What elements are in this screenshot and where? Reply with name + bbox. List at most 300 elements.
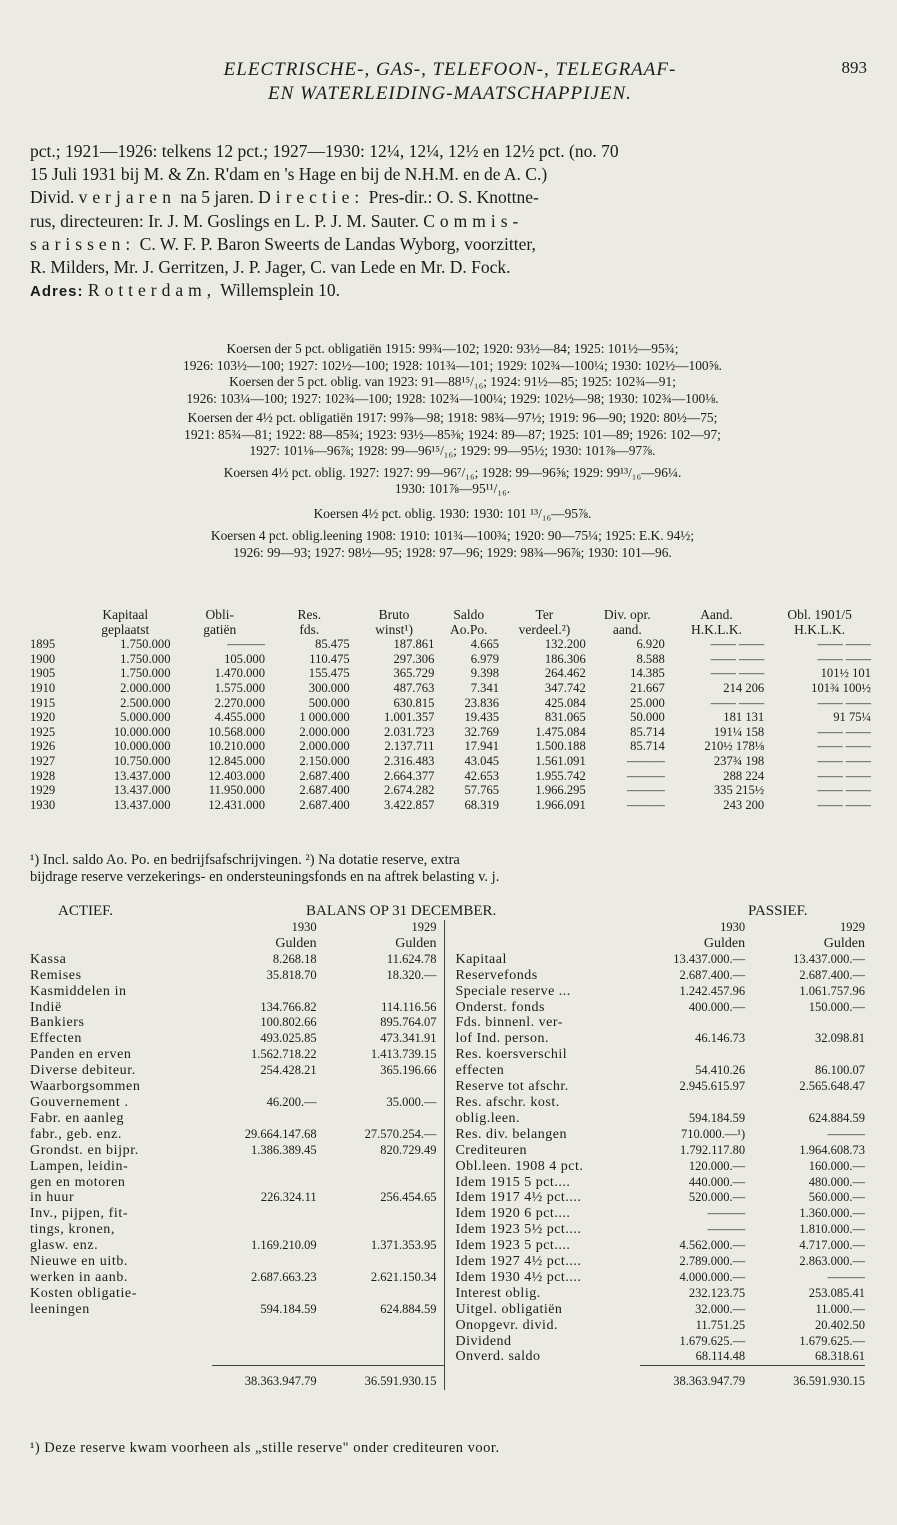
passief-item: Idem 1923 5 pct....: [455, 1238, 571, 1254]
footnote-line: ¹) Incl. saldo Ao. Po. en bedrijfsafschrijvingen. ²) Na dotatie reserve, extra: [30, 852, 460, 868]
history-cell: ———: [627, 753, 665, 768]
history-row: [28, 783, 873, 798]
info-line: [30, 233, 870, 256]
history-cell: 21.667: [630, 680, 665, 695]
history-footnote: [30, 852, 870, 886]
passief-item: Idem 1927 4½ pct....: [455, 1254, 582, 1270]
actief-item: Lampen, leidin-: [30, 1158, 129, 1174]
history-cell: 1.750.000: [120, 637, 171, 652]
passief-1929: 1.061.757.96: [799, 983, 865, 998]
history-body: [28, 637, 873, 812]
passief-1929: 13.437.000.—: [793, 951, 865, 966]
actief-1930: [212, 984, 317, 1000]
info-line: R. Milders, Mr. J. Gerritzen, J. P. Jager, C. van Lede en Mr. D. Fock.: [30, 257, 511, 278]
history-cell: 214 206: [723, 680, 765, 695]
history-cell: ———: [627, 797, 665, 812]
history-cell: 186.306: [544, 651, 586, 666]
history-cell: 1.500.188: [535, 739, 586, 754]
history-header: fds.: [299, 621, 320, 637]
address-label: Adres:: [30, 283, 84, 301]
passief-1930: ———: [707, 1206, 746, 1221]
history-cell: —— ——: [817, 724, 871, 739]
actief-1929: 624.884.59: [317, 1302, 445, 1318]
history-cell: —— ——: [817, 753, 871, 768]
passief-1929: ———: [827, 1126, 865, 1141]
text: C. W. F. P. Baron Sweerts de Landas Wyborg, voorzitter,: [139, 233, 536, 254]
actief-item: Kosten obligatie-: [30, 1285, 138, 1301]
address-street: Willemsplein 10.: [220, 280, 341, 301]
history-row: [28, 754, 873, 769]
actief-1930: [212, 1334, 317, 1350]
rate-line: 1926: 99—93; 1927: 98½—95; 1928: 97—96; 1929: 98¾—96⅞; 1930: 101—96.: [233, 544, 672, 560]
actief-1930: [212, 1254, 317, 1270]
total-passief-1930: 38.363.947.79: [640, 1366, 745, 1390]
history-cell: 10.000.000: [113, 739, 171, 754]
history-header: Ao.Po.: [449, 621, 488, 637]
actief-1930: 100.802.66: [260, 1015, 317, 1030]
actief-item: gen en motoren: [30, 1174, 126, 1190]
history-cell: 10.568.000: [208, 724, 265, 739]
history-cell: 10.750.000: [113, 753, 171, 768]
actief-1930: [212, 1318, 317, 1334]
balance-row: [30, 1063, 865, 1079]
header-line-1: ELECTRISCHE-, GAS-, TELEFOON-, TELEGRAAF-: [223, 59, 677, 80]
history-cell: 1925: [30, 724, 56, 739]
balance-row: [30, 1270, 865, 1286]
balance-row: [30, 952, 865, 968]
history-cell: 85.475: [315, 637, 350, 652]
passief-1929: 1.679.625.—: [799, 1333, 865, 1348]
actief-item: [30, 1334, 212, 1350]
rate-line: 1926: 103¼—100; 1927: 102¾—100; 1928: 102¾—100¼; 1929: 102½—98; 1930: 102¾—100⅛.: [186, 390, 719, 406]
actief-1929: 365.196.66: [317, 1063, 445, 1079]
actief-item: tings, kronen,: [30, 1222, 116, 1238]
rate-line: Koersen 4½ pct. oblig. 1930: 1930: 101 ¹³/₁₆—95⅞.: [313, 505, 592, 521]
history-cell: 25.000: [630, 695, 665, 710]
actief-1930: 35.818.70: [266, 967, 317, 982]
actief-item: fabr., geb. enz.: [30, 1126, 123, 1142]
total-passief-1929: 36.591.930.15: [745, 1366, 865, 1390]
passief-item: Crediteuren: [455, 1142, 528, 1158]
balance-row: [30, 1349, 865, 1365]
history-cell: 2.664.377: [384, 768, 435, 783]
passief-item: Onopgevr. divid.: [455, 1317, 558, 1333]
history-cell: 210½ 178⅛: [704, 739, 765, 754]
passief-1929: 2.863.000.—: [799, 1254, 865, 1269]
unit-label: Gulden: [275, 935, 317, 951]
actief-item: Remises: [30, 967, 82, 983]
address-line: [30, 279, 870, 303]
history-cell: 9.398: [470, 666, 500, 681]
passief-1929: 2.565.648.47: [799, 1079, 865, 1094]
passief-1929: 480.000.—: [808, 1174, 865, 1189]
balance-title: BALANS OP 31 DECEMBER.: [306, 903, 497, 919]
history-cell: 1.955.742: [535, 768, 586, 783]
history-cell: 2.500.000: [120, 695, 171, 710]
history-cell: 425.084: [544, 695, 586, 710]
actief-1930: 1.386.389.45: [251, 1142, 317, 1157]
history-cell: 68.319: [464, 797, 500, 812]
passief-item: oblig.leen.: [455, 1110, 521, 1126]
history-cell: 19.435: [464, 710, 500, 725]
rate-line: Koersen der 5 pct. oblig. van 1923: 91—88¹⁵/₁₆; 1924: 91½—85; 1925: 102¾—91;: [229, 374, 676, 389]
balance-year-row: [30, 920, 865, 936]
passief-1929: 2.687.400.—: [799, 967, 865, 982]
total-actief-1930: 38.363.947.79: [212, 1366, 317, 1390]
history-cell: 2.000.000: [120, 680, 171, 695]
history-cell: —— ——: [710, 666, 765, 681]
actief-item: [30, 1318, 212, 1334]
history-cell: 1.470.000: [214, 666, 265, 681]
history-cell: 10.000.000: [113, 724, 171, 739]
actief-1929: [317, 1318, 445, 1334]
history-cell: —— ——: [817, 768, 871, 783]
history-cell: 110.475: [309, 651, 350, 666]
actief-1929: [317, 1254, 445, 1270]
actief-1929: 473.341.91: [317, 1031, 445, 1047]
history-cell: 1927: [30, 753, 56, 768]
passief-item: Idem 1917 4½ pct....: [455, 1190, 582, 1206]
history-cell: 2.687.400: [299, 768, 350, 783]
actief-1930: [212, 1159, 317, 1175]
balance-row: [30, 1095, 865, 1111]
actief-1929: [317, 1349, 445, 1365]
passief-item: Obl.leen. 1908 4 pct.: [455, 1158, 584, 1174]
balance-row: [30, 1159, 865, 1175]
history-cell: 42.653: [464, 768, 500, 783]
history-cell: 6.920: [636, 637, 665, 652]
passief-item: Res. koersverschil: [455, 1047, 568, 1063]
actief-1929: 1.413.739.15: [317, 1047, 445, 1063]
actief-1929: [317, 1206, 445, 1222]
actief-1929: 1.371.353.95: [317, 1238, 445, 1254]
passief-1930: 1.242.457.96: [679, 983, 746, 998]
actief-item: Grondst. en bijpr.: [30, 1142, 139, 1158]
info-line: [30, 186, 870, 209]
actief-item: glasw. enz.: [30, 1238, 99, 1254]
history-cell: 288 224: [723, 768, 765, 783]
balance-row: [30, 1111, 865, 1127]
passief-item: Idem 1915 5 pct....: [455, 1174, 571, 1190]
spaced-term: verjaren: [78, 187, 176, 208]
history-cell: 1.966.091: [535, 797, 586, 812]
actief-1929: 35.000.—: [317, 1095, 445, 1111]
history-cell: 1.575.000: [214, 680, 265, 695]
actief-item: [30, 1349, 212, 1365]
balance-row: [30, 1000, 865, 1016]
history-cell: 13.437.000: [113, 797, 171, 812]
balance-row: [30, 1015, 865, 1031]
history-cell: 2.137.711: [384, 739, 435, 754]
history-cell: 187.861: [393, 637, 435, 652]
history-header: gatiën: [203, 621, 237, 637]
total-actief-1929: 36.591.930.15: [317, 1366, 445, 1390]
actief-item: in huur: [30, 1190, 75, 1206]
history-cell: 50.000: [630, 710, 665, 725]
history-header: [28, 608, 78, 623]
running-header: [60, 58, 840, 106]
history-cell: 8.588: [636, 651, 665, 666]
passief-1929: 253.085.41: [808, 1285, 865, 1300]
history-header: Bruto: [378, 607, 410, 622]
passief-1929: 1.810.000.—: [799, 1222, 865, 1237]
balance-row: [30, 1127, 865, 1143]
balance-row: [30, 1047, 865, 1063]
history-header: Obli-: [205, 607, 234, 622]
year-1929: 1929: [317, 920, 445, 936]
actief-1930: 594.184.59: [260, 1301, 317, 1316]
text: rus, directeuren: Ir. J. M. Goslings en L. P. J. M. Sauter.: [30, 210, 419, 231]
passief-1930: 54.410.26: [695, 1063, 746, 1078]
history-cell: 237¾ 198: [713, 753, 765, 768]
history-cell: 1.561.091: [535, 753, 586, 768]
passief-item: Kapitaal: [455, 951, 507, 967]
history-row: [28, 652, 873, 667]
price-quotations: [30, 341, 875, 561]
actief-1929: 895.764.07: [317, 1015, 445, 1031]
balance-footnote: ¹) Deze reserve kwam voorheen als „stille reserve" onder crediteuren voor.: [30, 1440, 500, 1456]
history-cell: 23.836: [464, 695, 500, 710]
passief-1930: 13.437.000.—: [673, 951, 746, 966]
history-cell: 13.437.000: [113, 783, 171, 798]
history-cell: 4.665: [470, 637, 500, 652]
passief-item: effecten: [455, 1063, 505, 1079]
history-cell: —— ——: [710, 695, 765, 710]
balance-row: [30, 1190, 865, 1206]
history-cell: —— ——: [817, 739, 871, 754]
actief-1930: 8.268.18: [272, 951, 317, 966]
passief-1930: 46.146.73: [695, 1031, 746, 1046]
passief-1930: ———: [707, 1222, 746, 1237]
actief-item: Diverse debiteur.: [30, 1063, 136, 1079]
history-cell: 297.306: [393, 651, 435, 666]
history-cell: —— ——: [710, 651, 765, 666]
history-cell: 1920: [30, 710, 56, 725]
passief-1930: 710.000.—¹): [680, 1126, 746, 1141]
history-header: Div. opr.: [603, 607, 651, 622]
balance-row: [30, 1238, 865, 1254]
text: Divid.: [30, 187, 75, 208]
history-row: [28, 681, 873, 696]
history-cell: 10.210.000: [208, 739, 265, 754]
actief-1930: 29.664.147.68: [244, 1126, 317, 1141]
history-cell: 5.000.000: [120, 710, 171, 725]
history-cell: 487.763: [393, 680, 435, 695]
history-cell: 13.437.000: [113, 768, 171, 783]
balance-row: [30, 1334, 865, 1350]
rate-line: Koersen 4½ pct. oblig. 1927: 1927: 99—96⁷/₁₆; 1928: 99—96⅝; 1929: 99¹³/₁₆—96¼.: [223, 464, 682, 480]
history-cell: 43.045: [464, 753, 500, 768]
passief-1930: 32.000.—: [695, 1301, 746, 1316]
unit-label: Gulden: [317, 936, 445, 952]
actief-item: Kasmiddelen in: [30, 983, 127, 999]
history-cell: 12.403.000: [208, 768, 265, 783]
balance-row: [30, 1286, 865, 1302]
info-line: pct.; 1921—1926: telkens 12 pct.; 1927—1930: 12¼, 12¼, 12½ en 12½ pct. (no. 70: [30, 141, 619, 161]
actief-1930: 1.562.718.22: [251, 1047, 317, 1062]
text: Pres-dir.: O. S. Knottne-: [368, 187, 539, 208]
history-cell: ———: [227, 637, 265, 652]
unit-label: Gulden: [703, 935, 746, 951]
passief-item: Reserve tot afschr.: [455, 1079, 569, 1095]
passief-1930: 440.000.—: [688, 1174, 746, 1189]
history-cell: 2.150.000: [299, 753, 350, 768]
history-cell: 1.475.084: [535, 724, 586, 739]
actief-1930: 134.766.82: [260, 999, 317, 1014]
rate-line: Koersen 4 pct. oblig.leening 1908: 1910: 101¾—100¾; 1920: 90—75¼; 1925: E.K. 94½;: [210, 528, 695, 543]
balance-unit-row: [30, 936, 865, 952]
history-header: Kapitaal: [102, 607, 149, 622]
company-info: [30, 140, 870, 303]
rate-line: 1921: 85¾—81; 1922: 88—85¾; 1923: 93½—85⅜; 1924: 89—87; 1925: 101—89; 1926: 102—97;: [184, 426, 721, 442]
history-row: [28, 798, 873, 813]
actief-1930: 226.324.11: [260, 1190, 317, 1205]
history-cell: 243 200: [723, 797, 765, 812]
actief-1929: [317, 1286, 445, 1302]
actief-1929: [317, 1222, 445, 1238]
history-cell: ———: [627, 768, 665, 783]
passief-item: Onderst. fonds: [455, 999, 545, 1015]
history-cell: 1.966.295: [535, 783, 586, 798]
passief-1929: 624.884.59: [808, 1110, 865, 1125]
address-city: Rotterdam,: [87, 280, 217, 301]
passief-1929: 86.100.07: [815, 1063, 865, 1078]
header-line-2: EN WATERLEIDING-MAATSCHAPPIJEN.: [268, 83, 632, 104]
actief-1930: 1.169.210.09: [251, 1238, 317, 1253]
spaced-term: Commis-: [423, 210, 524, 231]
passief-1929: 160.000.—: [808, 1158, 865, 1173]
actief-1930: 2.687.663.23: [251, 1269, 317, 1284]
passief-1930: 232.123.75: [688, 1285, 746, 1300]
passief-1929: [745, 1095, 865, 1111]
actief-1930: [212, 1349, 317, 1365]
history-header: Aand.: [700, 607, 733, 622]
passief-1929: 4.717.000.—: [799, 1238, 865, 1253]
footnote-line: bijdrage reserve verzekerings- en ondersteuningsfonds en na aftrek belasting v. j.: [30, 869, 500, 885]
passief-1930: 11.751.25: [695, 1317, 746, 1332]
passief-1929: [745, 1047, 865, 1063]
history-cell: 2.000.000: [299, 739, 350, 754]
actief-1929: 256.454.65: [317, 1190, 445, 1206]
year-1930: 1930: [720, 920, 746, 934]
history-cell: 181 131: [723, 710, 765, 725]
history-header: Saldo: [453, 607, 485, 622]
actief-item: Kassa: [30, 951, 67, 967]
passief-1929: [745, 1015, 865, 1031]
history-cell: 57.765: [464, 783, 500, 798]
balance-sheet: [30, 920, 865, 1390]
history-cell: 264.462: [544, 666, 586, 681]
history-row: [28, 710, 873, 725]
history-cell: 1928: [30, 768, 56, 783]
history-row: [28, 739, 873, 754]
history-cell: ———: [627, 783, 665, 798]
passief-1930: 520.000.—: [688, 1190, 746, 1205]
passief-item: Speciale reserve ...: [455, 983, 571, 999]
history-cell: 347.742: [544, 680, 586, 695]
history-cell: 6.979: [470, 651, 500, 666]
history-cell: 4.455.000: [214, 710, 265, 725]
passief-1930: 400.000.—: [688, 999, 746, 1014]
actief-1929: 27.570.254.—: [317, 1127, 445, 1143]
actief-1930: 46.200.—: [266, 1094, 317, 1109]
unit-label: Gulden: [823, 935, 865, 951]
passief-1930: [640, 1047, 745, 1063]
passief-1930: 594.184.59: [688, 1110, 746, 1125]
history-cell: 1.750.000: [120, 666, 171, 681]
passief-1930: 1.792.117.80: [679, 1142, 746, 1157]
history-cell: 2.674.282: [384, 783, 435, 798]
passief-item: lof Ind. person.: [455, 1031, 549, 1047]
history-cell: 2.270.000: [214, 695, 265, 710]
history-header: geplaatst: [101, 621, 150, 637]
history-cell: 101¾ 100½: [811, 680, 871, 695]
passief-item: Fds. binnenl. ver-: [455, 1015, 563, 1031]
balance-row: [30, 1254, 865, 1270]
history-row: [28, 769, 873, 784]
history-cell: 630.815: [393, 695, 435, 710]
actief-1929: [317, 1334, 445, 1350]
history-row: [28, 725, 873, 740]
history-row: [28, 666, 873, 681]
passief-item: Idem 1923 5½ pct....: [455, 1222, 582, 1238]
history-cell: 365.729: [393, 666, 435, 681]
history-cell: 500.000: [308, 695, 350, 710]
balance-totals: [30, 1366, 865, 1390]
actief-1929: 820.729.49: [317, 1143, 445, 1159]
passief-1929: 560.000.—: [808, 1190, 865, 1205]
history-cell: 2.687.400: [299, 783, 350, 798]
history-cell: —— ——: [817, 637, 871, 652]
history-cell: 191¼ 158: [713, 724, 765, 739]
actief-item: Panden en erven: [30, 1047, 132, 1063]
actief-1930: [212, 1206, 317, 1222]
history-cell: 1 000.000: [299, 710, 350, 725]
history-cell: 85.714: [630, 724, 665, 739]
passief-item: Res. afschr. kost.: [455, 1094, 560, 1110]
history-cell: 155.475: [308, 666, 350, 681]
balance-row: [30, 968, 865, 984]
passief-1930: 4.000.000.—: [679, 1269, 746, 1284]
actief-1930: [212, 1175, 317, 1191]
history-cell: 85.714: [630, 739, 665, 754]
history-cell: 300.000: [308, 680, 350, 695]
actief-1930: [212, 1222, 317, 1238]
actief-item: Inv., pijpen, fit-: [30, 1206, 129, 1222]
passief-1929: 20.402.50: [815, 1317, 865, 1332]
history-cell: 17.941: [464, 739, 500, 754]
history-cell: 105.000: [224, 651, 265, 666]
actief-item: Gouvernement .: [30, 1094, 129, 1110]
actief-1929: 11.624.78: [317, 952, 445, 968]
history-cell: 1910: [30, 680, 56, 695]
actief-1930: 493.025.85: [260, 1031, 317, 1046]
history-header: aand.: [612, 621, 642, 637]
passief-1929: 150.000.—: [808, 999, 865, 1014]
balance-row: [30, 1318, 865, 1334]
actief-item: Bankiers: [30, 1015, 85, 1031]
passief-1929: 68.318.61: [815, 1349, 865, 1364]
passief-1930: 1.679.625.—: [679, 1333, 746, 1348]
passief-1930: 120.000.—: [688, 1158, 746, 1173]
history-cell: —— ——: [817, 651, 871, 666]
passief-1930: 2.687.400.—: [679, 967, 746, 982]
history-cell: 2.316.483: [384, 753, 435, 768]
balance-row: [30, 1175, 865, 1191]
rate-line: Koersen der 5 pct. obligatiën 1915: 99¾—102; 1920: 93½—84; 1925: 101½—95¾;: [226, 341, 679, 356]
passief-1930: 4.562.000.—: [679, 1238, 746, 1253]
history-header: winst¹): [375, 621, 413, 637]
